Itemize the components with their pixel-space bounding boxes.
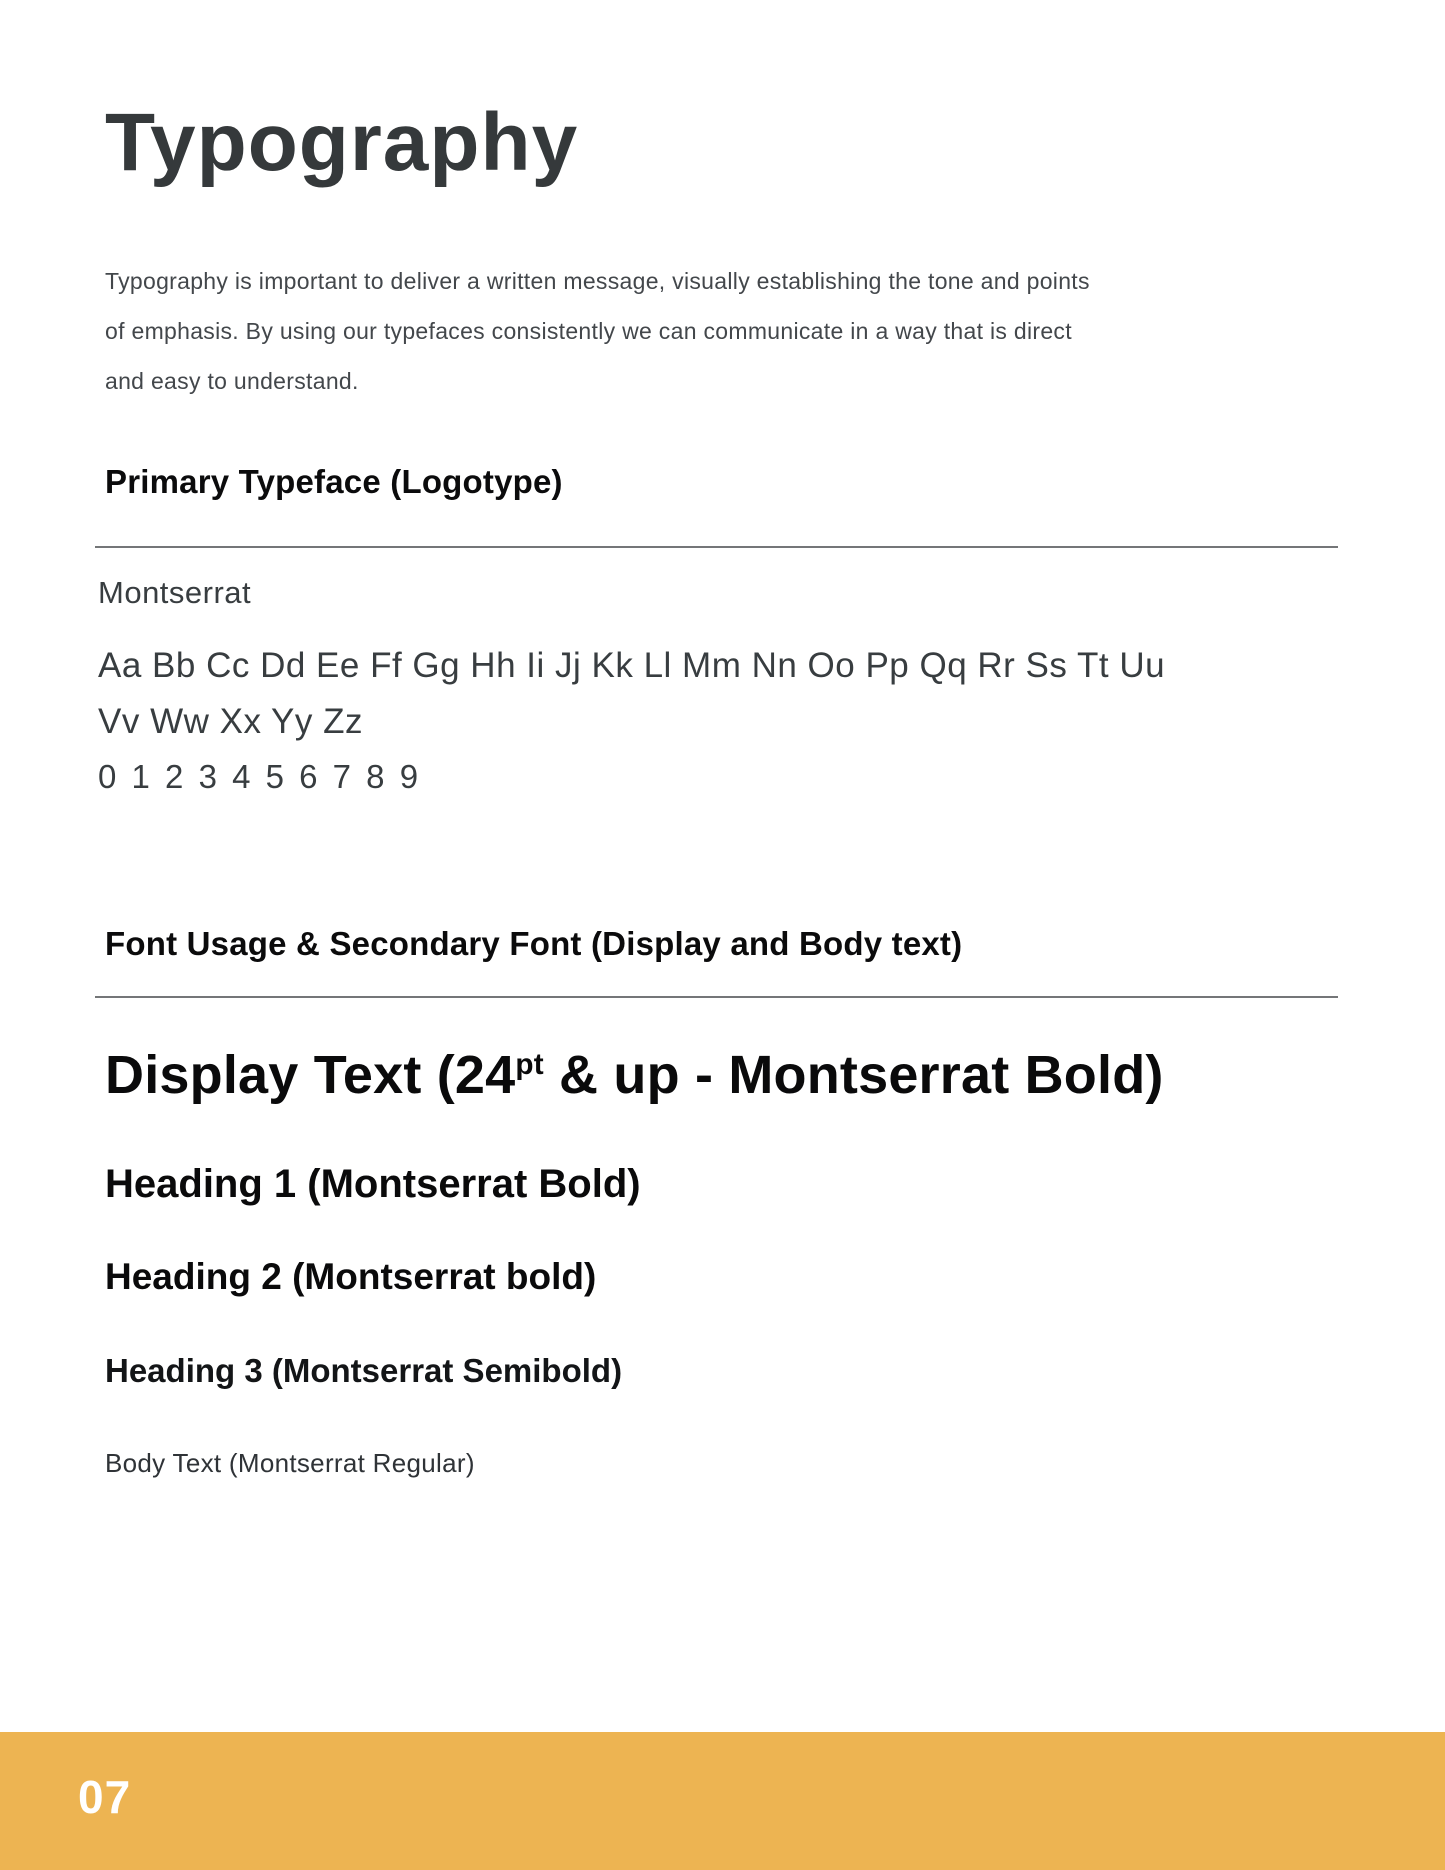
display-text-suffix: & up - Montserrat Bold) [543,1045,1164,1105]
display-text-sample [105,1042,1164,1108]
specimen-font-name: Montserrat [98,575,252,610]
specimen-alphabet-line: Aa Bb Cc Dd Ee Ff Gg Hh Ii Jj Kk Ll Mm Nn Oo Pp Qq Rr Ss Tt Uu [98,646,1166,685]
heading1-sample: Heading 1 (Montserrat Bold) [105,1162,641,1206]
heading3-sample: Heading 3 (Montserrat Semibold) [105,1352,623,1389]
heading2-sample: Heading 2 (Montserrat bold) [105,1256,597,1297]
section-heading-primary-typeface: Primary Typeface (Logotype) [105,463,563,500]
divider-line [95,546,1338,548]
intro-line: Typography is important to deliver a written message, visually establishing the tone and points [105,268,1090,294]
intro-line: and easy to understand. [105,368,359,394]
specimen-alphabet [98,638,1278,750]
page-number: 07 [78,1771,132,1823]
display-text-superscript: pt [515,1048,544,1081]
display-text-prefix: Display Text (24 [105,1045,516,1105]
intro-paragraph [105,256,1355,406]
specimen-numerals: 0 1 2 3 4 5 6 7 8 9 [98,758,422,795]
specimen-alphabet-line: Vv Ww Xx Yy Zz [98,702,363,741]
body-text-sample: Body Text (Montserrat Regular) [105,1448,475,1478]
section-heading-font-usage: Font Usage & Secondary Font (Display and Body text) [105,925,963,962]
footer-bar [0,1732,1445,1870]
divider-line [95,996,1338,998]
intro-line: of emphasis. By using our typefaces consistently we can communicate in a way that is direct [105,318,1072,344]
page-title: Typography [105,97,579,188]
